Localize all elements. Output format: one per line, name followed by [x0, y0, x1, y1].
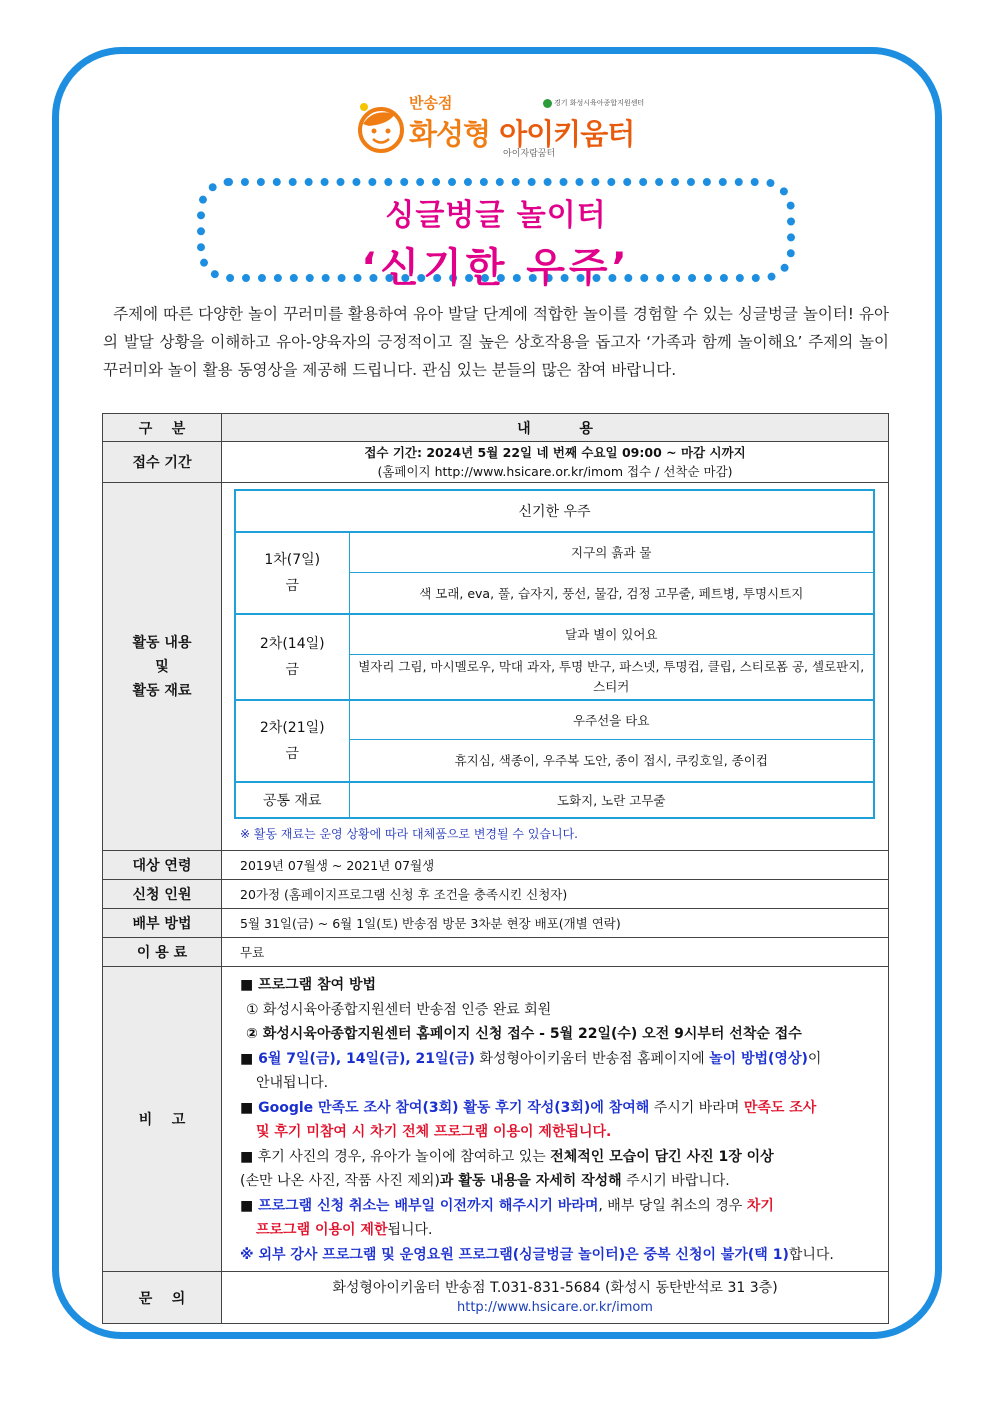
remarks-bullet: ■ — [240, 1197, 259, 1214]
remarks-line — [240, 1096, 878, 1121]
session-row — [235, 532, 874, 572]
remarks-warning: 차기 — [746, 1197, 774, 1214]
remarks-line: ② 화성시육아종합지원센터 홈페이지 신청 접수 - 5월 22일(수) 오전 9시부터 선착순 접수 — [246, 1026, 802, 1042]
logo-center-text: 경기 화성시육아종합지원센터 — [554, 99, 645, 107]
distribution-row — [103, 909, 889, 938]
session-row — [235, 614, 874, 654]
remarks-text: ■ 후기 사진의 경우, 유아가 놀이에 참여하고 있는 — [240, 1148, 551, 1165]
inner-title-row — [235, 490, 874, 532]
smiley-face-icon — [355, 102, 407, 154]
remarks-line — [240, 1218, 878, 1243]
session-round: 1차(7일) — [264, 552, 321, 568]
activity-inner-wrap — [222, 483, 888, 844]
title-box — [197, 178, 795, 291]
activity-inner-table — [234, 489, 875, 819]
common-materials-row — [235, 782, 874, 818]
table-header-row — [103, 414, 889, 442]
title-line2: ‘신기한 우주’ — [361, 245, 631, 291]
remarks-cell — [222, 967, 889, 1272]
session-row — [235, 700, 874, 740]
session-topic: 지구의 흙과 물 — [349, 532, 874, 572]
common-label: 공통 재료 — [235, 782, 349, 818]
contact-url-link[interactable]: http://www.hsicare.or.kr/imom — [457, 1299, 653, 1315]
remarks-bullet: ■ — [240, 1099, 259, 1116]
remarks-line — [240, 1243, 878, 1268]
center-logo-icon — [543, 99, 552, 108]
session-round: 2차(14일) — [259, 635, 325, 652]
remarks-text: 됩니다. — [387, 1222, 433, 1238]
header-content: 내 용 — [222, 414, 889, 442]
logo — [355, 90, 645, 160]
remarks-dates: 6월 7일(금), 14일(금), 21일(금) — [258, 1050, 475, 1067]
remarks-content — [222, 967, 888, 1271]
logo-name-main: 화성형 — [409, 117, 491, 151]
remarks-row — [103, 967, 889, 1272]
session-materials: 별자리 그림, 마시멜로우, 막대 과자, 투명 반구, 파스넷, 투명컵, 클립, 스티로폼 공, 셀로판지, 스티커 — [349, 654, 874, 700]
remarks-line: 안내됩니다. — [256, 1075, 329, 1091]
session-day: 금 — [285, 578, 300, 594]
people-row — [103, 880, 889, 909]
reception-line1: 접수 기간: 2024년 5월 22일 네 번째 수요일 09:00 ~ 마감 시까지 — [364, 445, 746, 460]
contact-label: 문 의 — [103, 1272, 222, 1324]
fee-label: 이 용 료 — [103, 938, 222, 967]
remarks-line: ■ 프로그램 참여 방법 — [240, 977, 377, 993]
logo-center — [543, 98, 644, 108]
remarks-text: 주시기 바랍니다. — [621, 1173, 730, 1189]
reception-cell — [222, 442, 889, 483]
logo-branch: 반송점 — [409, 94, 453, 112]
remarks-bullet: ■ — [240, 1050, 259, 1067]
activity-label-line2: 및 — [155, 658, 169, 675]
fee-value: 무료 — [222, 938, 889, 967]
remarks-text: 합니다. — [788, 1246, 834, 1263]
activity-label-line3: 활동 재료 — [132, 682, 192, 699]
session-topic: 달과 별이 있어요 — [349, 614, 874, 654]
remarks-warning: 만족도 조사 — [743, 1099, 817, 1116]
header-label: 구 분 — [103, 414, 222, 442]
contact-content — [222, 1274, 888, 1322]
fee-row — [103, 938, 889, 967]
people-value: 20가정 (홈페이지프로그램 신청 후 조건을 충족시킨 신청자) — [222, 880, 889, 909]
contact-row — [103, 1272, 889, 1324]
remarks-text: 이 — [807, 1050, 822, 1067]
logo-tagline: 아이자람꿈터 — [503, 149, 556, 159]
remarks-line — [240, 1145, 878, 1170]
session-label — [235, 532, 349, 614]
remarks-text: (손만 나온 사진, 작품 사진 제외) — [240, 1173, 440, 1189]
session-day: 금 — [285, 745, 300, 762]
remarks-highlight: 놀이 방법(영상) — [709, 1050, 808, 1067]
info-table — [102, 413, 889, 1324]
contact-line: 화성형아이키움터 반송점 T.031-831-5684 (화성시 동탄반석로 31 3층) — [332, 1279, 778, 1296]
distribution-value: 5월 31일(금) ~ 6월 1일(토) 반송점 방문 3차분 현장 배포(개별 연락) — [222, 909, 889, 938]
distribution-label: 배부 방법 — [103, 909, 222, 938]
session-label — [235, 614, 349, 700]
remarks-highlight: 전체적인 모습이 담긴 사진 1장 이상 — [550, 1148, 774, 1165]
reception-label: 접수 기간 — [103, 442, 222, 483]
remarks-highlight: ※ 외부 강사 프로그램 및 운영요원 프로그램(싱글벙글 놀이터)은 중복 신청이 불가(택 1) — [240, 1246, 789, 1263]
remarks-highlight: 과 활동 내용을 자세히 작성해 — [439, 1173, 622, 1189]
remarks-highlight: Google 만족도 조사 참여(3회) 활동 후기 작성(3회)에 참여해 — [258, 1099, 650, 1116]
remarks-text: , 배부 당일 취소의 경우 — [598, 1197, 747, 1214]
remarks-text: 주시기 바라며 — [649, 1099, 744, 1116]
remarks-line — [240, 1169, 878, 1194]
title-line1: 싱글벙글 놀이터 — [385, 198, 607, 233]
age-row — [103, 851, 889, 880]
remarks-text: 화성형아이키움터 반송점 홈페이지에 — [474, 1050, 710, 1067]
reception-line2: (홈페이지 http://www.hsicare.or.kr/imom 접수 / 선착순 마감) — [377, 464, 733, 479]
remarks-line: ① 화성시육아종합지원센터 반송점 인증 완료 회원 — [246, 1001, 552, 1018]
session-topic: 우주선을 타요 — [349, 700, 874, 740]
common-value: 도화지, 노란 고무줄 — [349, 782, 874, 818]
contact-cell — [222, 1272, 889, 1324]
remarks-line — [240, 1194, 878, 1219]
remarks-warning: 프로그램 이용이 제한 — [256, 1222, 388, 1238]
materials-note: ※ 활동 재료는 운영 상황에 따라 대체품으로 변경될 수 있습니다. — [240, 826, 579, 841]
activity-cell — [222, 483, 889, 851]
remarks-line: 및 후기 미참여 시 차기 전체 프로그램 이용이 제한됩니다. — [256, 1124, 612, 1140]
session-round: 2차(21일) — [259, 719, 325, 736]
session-materials: 휴지심, 색종이, 우주복 도안, 종이 접시, 쿠킹호일, 종이컵 — [349, 740, 874, 782]
remarks-label: 비 고 — [103, 967, 222, 1272]
age-label: 대상 연령 — [103, 851, 222, 880]
age-value: 2019년 07월생 ~ 2021년 07월생 — [222, 851, 889, 880]
inner-title: 신기한 우주 — [235, 490, 874, 532]
intro-paragraph — [103, 300, 889, 384]
session-label — [235, 700, 349, 782]
session-materials: 색 모래, eva, 풀, 습자지, 풍선, 물감, 검정 고무줄, 페트병, 투명시트지 — [349, 572, 874, 614]
people-label: 신청 인원 — [103, 880, 222, 909]
activity-label — [103, 483, 222, 851]
reception-row — [103, 442, 889, 483]
remarks-highlight: 프로그램 신청 취소는 배부일 이전까지 해주시기 바라며 — [258, 1197, 599, 1214]
logo-name-sub: 아이키움터 — [499, 117, 635, 151]
remarks-line — [240, 1047, 878, 1072]
intro-text: 주제에 따른 다양한 놀이 꾸러미를 활용하여 유아 발달 단계에 적합한 놀이를 경험할 수 있는 싱글벙글 놀이터! 유아의 발달 상황을 이해하고 유아-양육자의 긍정적이고 질 높은 상호작용을 돕고자 ‘가족과 함께 놀이해요’ 주제의 놀이꾸러미와 놀이 활용 동영상을 제공해 드립니다. 관심 있는 분들의 많은 참여 바랍니다. — [103, 305, 890, 379]
activity-label-line1: 활동 내용 — [132, 634, 192, 651]
session-day: 금 — [285, 661, 300, 678]
activity-row — [103, 483, 889, 851]
